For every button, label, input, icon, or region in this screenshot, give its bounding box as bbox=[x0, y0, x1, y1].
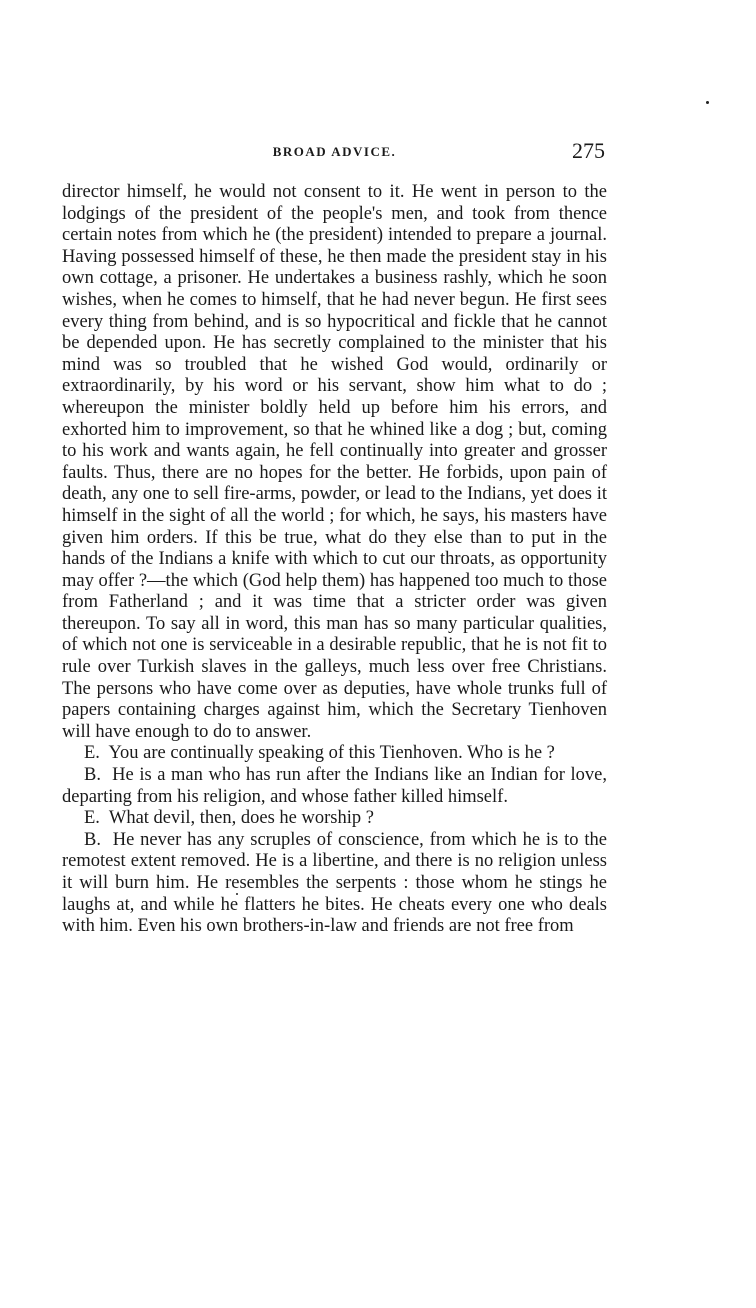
running-title: BROAD ADVICE. bbox=[272, 144, 397, 159]
paragraph-text: You are continually speaking of this Tienhoven. Who is he ? bbox=[108, 743, 555, 764]
paragraph-text: He never has any scruples of conscience, from which he is to the remotest extent removed. He is a libertine, and there is no religion unless it will burn him. He resembles the serpents : those whom he stings he laughs at, and while he flatters he bites. He cheats every one who deals with him. Even his own brothers-in-law and friends are not free from bbox=[62, 829, 607, 937]
paragraph-text: He is a man who has run after the Indians like an Indian for love, departing from his religion, and whose father killed himself. bbox=[62, 765, 607, 807]
speaker-label: E. bbox=[84, 808, 100, 829]
paragraph-continued bbox=[62, 182, 607, 743]
dialogue-paragraph bbox=[62, 765, 607, 808]
book-page bbox=[62, 138, 607, 938]
dialogue-paragraph bbox=[62, 808, 607, 830]
dialogue-paragraph bbox=[62, 743, 607, 765]
body-text bbox=[62, 182, 607, 938]
speaker-label: B. bbox=[84, 829, 101, 850]
speaker-label: E. bbox=[84, 743, 100, 764]
paragraph-text: What devil, then, does he worship ? bbox=[108, 808, 374, 829]
running-head bbox=[62, 138, 607, 172]
page-number: 275 bbox=[572, 138, 605, 163]
dialogue-paragraph bbox=[62, 830, 607, 938]
paragraph-text: director himself, he would not consent to it. He went in person to the lodgings of the president of the people's men, and took from thence certain notes from which he (the president) intended to prepare a journal. Having possessed himself of these, he then made the president stay in his own cottage, a prisoner. He undertakes a business rashly, which he soon wishes, when he comes to himself, that he had never begun. He first sees every thing from behind, and is so hypocritical and fickle that he cannot be depended upon. He has secretly complained to the minister that his mind was so troubled that he wished God would, ordinarily or extraordinarily, by his word or his servant, show him what to do ; whereupon the minister boldly held up before him his errors, and exhorted him to improvement, so that he whined like a dog ; but, coming to his work and wants again, he fell continually into greater and grosser faults. Thus, there are no hopes for the better. He forbids, upon pain of death, any one to sell fire-arms, powder, or lead to the Indians, yet does it himself in the sight of all the world ; for which, he says, his masters have given him orders. If this be true, what do they else than to put in the hands of the Indians a knife with which to cut our throats, as opportunity may offer ?—the which (God help them) has happened too much to those from Fatherland ; and it was time that a stricter order was given thereupon. To say all in word, this man has so many particular qualities, of which not one is serviceable in a desirable republic, that he is not fit to rule over Turkish slaves in the galleys, much less over free Christians. The persons who have come over as deputies, have whole trunks full of papers containing charges against him, which the Secretary Tienhoven will have enough to do to answer. bbox=[62, 182, 607, 742]
stray-ink-dot bbox=[706, 101, 709, 104]
speaker-label: B. bbox=[84, 765, 101, 786]
